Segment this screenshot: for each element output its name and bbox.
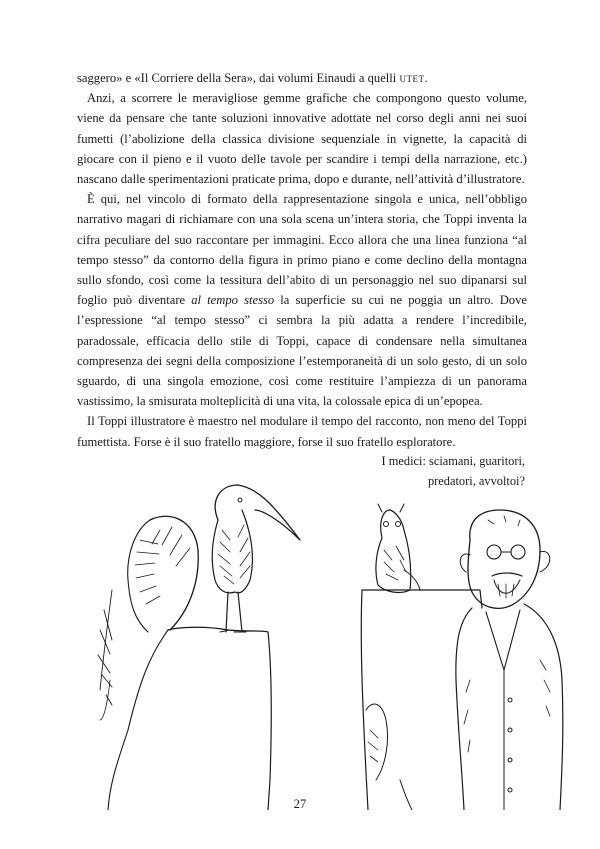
caption-line-2: predatori, avvoltoi? — [427, 473, 525, 488]
right-figure-bald-man — [456, 510, 563, 810]
paragraph-2: Anzi, a scorrere le meravigliose gemme grafiche che compongono questo volume, viene da pensare che tante soluzioni innovative adottate nel corso degli anni nei suoi fumetti (l’abolizione della classica divisione sequenziale in vignette, la capacità di giocare con il pieno e il vuoto delle tavole per scandire i tempi della narrazione, etc.) nascano dalle sperimentazioni praticate prima, dopo e durante, nell’attività d’illustratore. — [77, 91, 527, 187]
toppi-illustration — [0, 480, 600, 810]
italic-phrase: al tempo stesso — [191, 293, 275, 308]
paragraph-3-end: la superficie su cui ne poggia un altro. Dove l’espressione “al tempo stesso” ci sembra la più adatta a rendere l’incredibile, paradossale, efficacia dello stile di Toppi, capace di condensare nella simultanea compresenza dei segni della composizione l’estemporaneità di un solo gesto, di un solo sguardo, di una singola emozione, così come restituire l’ampiezza di un panorama vastissimo, la smisurata molteplicità di una vita, la colossale epica di un’epopea. — [77, 293, 527, 409]
paragraph-4: Il Toppi illustratore è maestro nel modulare il tempo del racconto, non meno del Toppi fumettista. Forse è il suo fratello maggiore, forse il suo fratello esploratore. — [77, 414, 527, 449]
paragraph-1-end: . — [424, 71, 428, 85]
crow-left — [212, 485, 300, 632]
publisher-utet: utet — [399, 71, 425, 85]
paragraph-1-start: saggero» e «Il Corriere della Sera», dai volumi Einaudi a quelli — [77, 71, 400, 85]
caption-line-1: I medici: sciamani, guaritori, — [381, 454, 525, 468]
paragraph-1 — [77, 68, 527, 88]
paragraph-3-start: È qui, nel vincolo di formato della rappresentazione singola e unica, nell’obbligo narrativo magari di richiamare con una sola scena un’intera storia, che Toppi inventa la cifra peculiare del suo raccontare per immagini. Ecco allora che una linea funziona “al tempo stesso” da contorno della figura in primo piano e come declino della montagna sullo sfondo, così come la tessitura dell’abito di un personaggio nel suo dipanarsi sul foglio può diventare — [77, 192, 527, 308]
right-figure-robed — [361, 590, 482, 810]
paragraph-3 — [77, 189, 527, 411]
owl-right — [376, 504, 420, 592]
left-figure-old-man — [98, 516, 271, 810]
page-number: 27 — [293, 797, 307, 811]
body-text — [77, 68, 527, 452]
